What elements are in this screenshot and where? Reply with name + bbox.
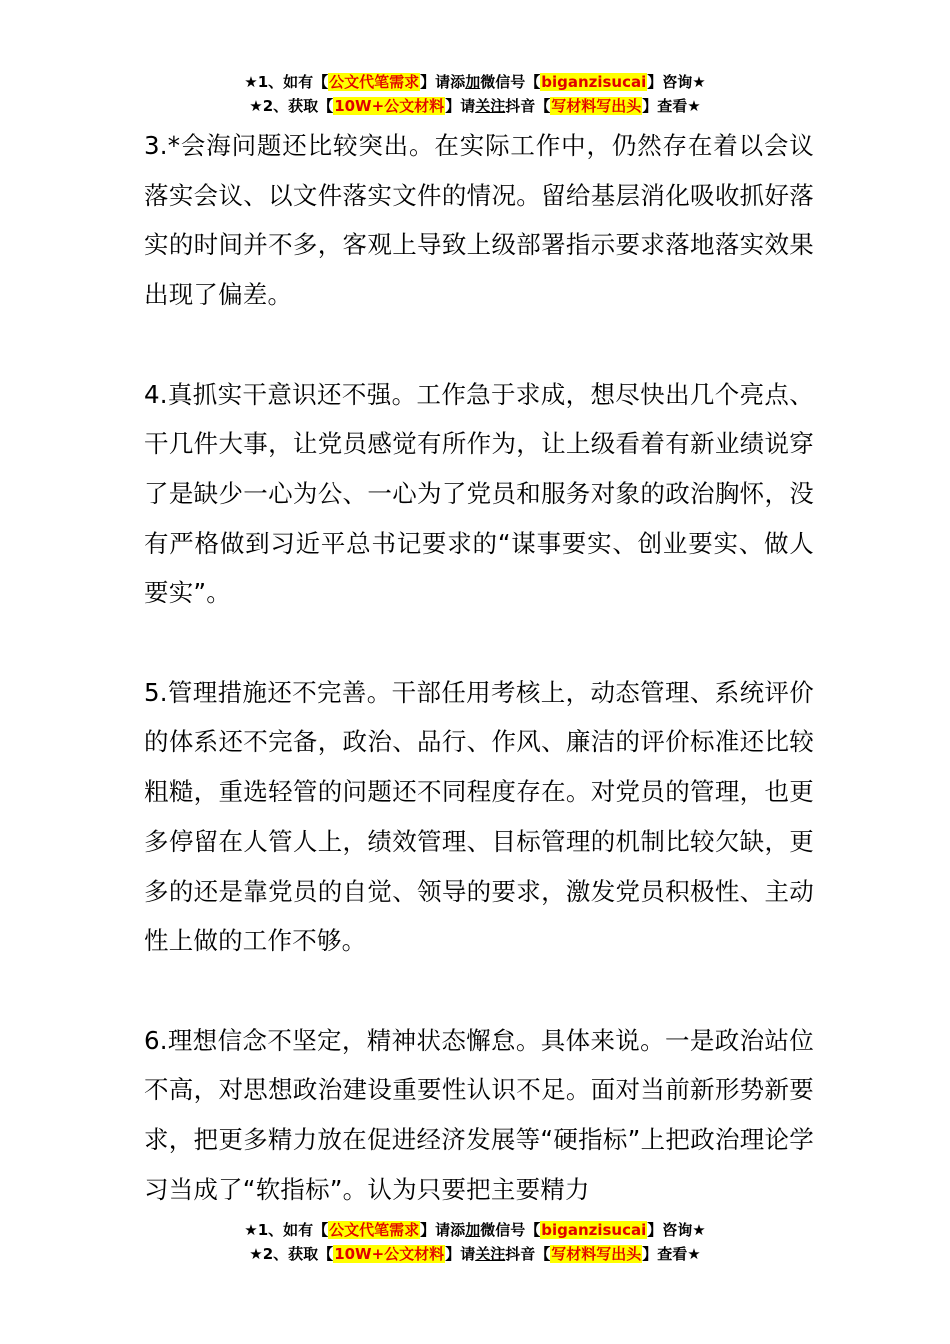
promo-line-1: ★1、如有【公文代笔需求】请添加微信号【biganzisucai】咨询★ (244, 1221, 706, 1239)
promo-highlight: 公文代笔需求 (329, 1221, 420, 1239)
promo-douyin-account: 写材料写出头 (551, 1245, 642, 1263)
paragraph-6: 6.理想信念不坚定，精神状态懈怠。具体来说。一是政治站位不高，对思想政治建设重要性认识不足。面对当前新形势新要求，把更多精力放在促进经济发展等“硬指标”上把政治理论学习当成了“软指标”。认为只要把主要精力 (144, 1025, 814, 1204)
paragraph-4: 4.真抓实干意识还不强。工作急于求成，想尽快出几个亮点、干几件大事，让党员感觉有所作为，让上级看着有新业绩说穿了是缺少一心为公、一心为了党员和服务对象的政治胸怀，没有严格做到习近平总书记要求的“谋事要实、创业要实、做人要实”。 (144, 379, 814, 608)
paragraph-3: 3.*会海问题还比较突出。在实际工作中，仍然存在着以会议落实会议、以文件落实文件的情况。留给基层消化吸收抓好落实的时间并不多，客观上导致上级部署指示要求落地落实效果出现了偏差。 (144, 131, 814, 310)
header-promo-banner (0, 70, 950, 118)
footer-promo-banner (0, 1218, 950, 1266)
paragraph-5: 5.管理措施还不完善。干部任用考核上，动态管理、系统评价的体系还不完备，政治、品行、作风、廉洁的评价标准还比较粗糙，重选轻管的问题还不同程度存在。对党员的管理，也更多停留在人管人上，绩效管理、目标管理的机制比较欠缺，更多的还是靠党员的自觉、领导的要求，激发党员积极性、主动性上做的工作不够。 (144, 677, 814, 956)
promo-wechat-id: biganzisucai (541, 1221, 647, 1239)
promo-line-2: ★2、获取【10W+公文材料】请关注抖音【写材料写出头】查看★ (249, 1245, 701, 1263)
promo-highlight: 10W+公文材料 (334, 97, 445, 115)
promo-highlight: 公文代笔需求 (329, 73, 420, 91)
promo-line-2: ★2、获取【10W+公文材料】请关注抖音【写材料写出头】查看★ (249, 97, 701, 115)
promo-douyin-account: 写材料写出头 (551, 97, 642, 115)
promo-wechat-id: biganzisucai (541, 73, 647, 91)
document-body (144, 121, 814, 1264)
promo-line-1: ★1、如有【公文代笔需求】请添加微信号【biganzisucai】咨询★ (244, 73, 706, 91)
promo-highlight: 10W+公文材料 (334, 1245, 445, 1263)
